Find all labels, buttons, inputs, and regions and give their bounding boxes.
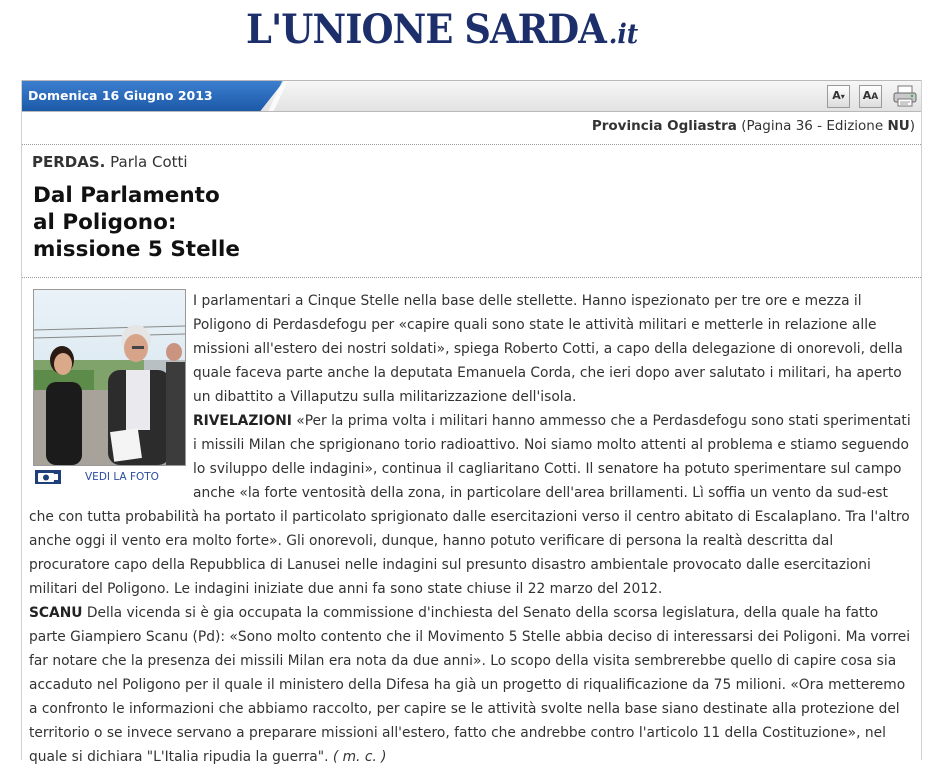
article-frame	[21, 80, 922, 765]
font-increase-button[interactable]: AA	[859, 85, 882, 108]
date-tab-edge	[258, 81, 298, 111]
printer-icon[interactable]	[892, 84, 918, 108]
edition-info: Provincia Ogliastra (Pagina 36 - Edizione NU)	[591, 118, 915, 134]
edition-date: Domenica 16 Giugno 2013	[28, 88, 213, 103]
section-lead: RIVELAZIONI	[193, 413, 292, 429]
logo-tld: .it	[608, 19, 639, 50]
masthead	[0, 0, 938, 62]
article-kicker	[32, 153, 188, 171]
article-headline: Dal Parlamento al Poligono: missione 5 Stelle	[33, 183, 240, 262]
camera-icon[interactable]	[35, 470, 61, 484]
date-toolbar	[22, 80, 921, 112]
paragraph-intro: I parlamentari a Cinque Stelle nella base delle stellette. Hanno ispezionato per tre ore e mezza il Poligono di Perdasdefogu per «capire quali sono state le attività militari e metterle in relazione alle missioni all'estero dei nostri soldati», spiega Roberto Cotti, a capo della delegazione di onorevoli, della quale faceva parte anche la deputata Emanuela Corda, che ieri dopo aver salutato i militari, ha aperto un dibattito a Villaputzu sulla militarizzazione dell'isola.	[193, 293, 903, 405]
site-logo[interactable]	[246, 6, 638, 53]
divider	[22, 277, 921, 278]
divider	[22, 144, 921, 145]
author-signature: ( m. c. )	[332, 749, 387, 765]
article-photo[interactable]	[33, 289, 186, 466]
photo-image	[34, 290, 185, 465]
kicker-text: Parla Cotti	[110, 153, 188, 171]
paragraph-scanu: SCANU Della vicenda si è gia occupata la commissione d'inchiesta del Senato della scorsa legislatura, della quale ha fatto parte Giampiero Scanu (Pd): «Sono molto contento che il Movimento 5 Stelle abbia deciso di interessarsi dei Poligoni. Ma vorrei far notare che la presenza dei missili Milan era nota da due anni». Lo scopo della visita sembrerebbe quello di capire cosa sia accaduto nel Poligono per il quale il ministero della Difesa ha già un progetto di riqualificazione da 75 milioni. «Ora metteremo a confronto le informazioni che abbiamo raccolto, per capire se le attività svolte nella base siano destinate alla protezione del territorio o se invece servano a preparare missioni all'estero, fatto che andrebbe contro l'articolo 11 della Costituzione», nel quale si dichiara "L'Italia ripudia la guerra". ( m. c. )	[29, 605, 911, 765]
province-name: Provincia Ogliastra	[591, 118, 737, 134]
photo-caption	[33, 468, 184, 488]
page-number: (Pagina 36 - Edizione	[741, 118, 888, 134]
kicker-place: PERDAS.	[32, 153, 106, 171]
section-lead: SCANU	[29, 605, 83, 621]
edition-code: NU	[887, 118, 910, 134]
logo-title: L'UNIONE SARDA	[246, 6, 606, 53]
view-photo-link[interactable]: VEDI LA FOTO	[85, 471, 159, 483]
paragraph-rivelazioni: RIVELAZIONI «Per la prima volta i militari hanno ammesso che a Perdasdefogu sono stati sperimentati i missili Milan che sprigionano torio radioattivo. Noi siamo molto attenti al problema e stiamo seguendo lo sviluppo delle indagini», continua il cagliaritano Cotti. Il senatore ha potuto sperimentare sul campo anche «la forte ventosità della zona, in particolare dell'area brillamenti. Lì soffia un vento da sud-est che con tutta probabilità ha portato il particolato sprigionato dalle esercitazioni verso il centro abitato di Escalaplano. Tra l'altro anche oggi il vento era molto forte». Gli onorevoli, dunque, hanno potuto verificare di persona la realtà descritta dal procuratore capo della Repubblica di Lanusei nelle indagini sul presunto disastro ambientale provocato dalle esercitazioni militari del Poligono. Le indagini iniziate due anni fa sono state chiuse il 22 marzo del 2012.	[29, 413, 911, 597]
font-decrease-button[interactable]: A▾	[827, 85, 850, 108]
